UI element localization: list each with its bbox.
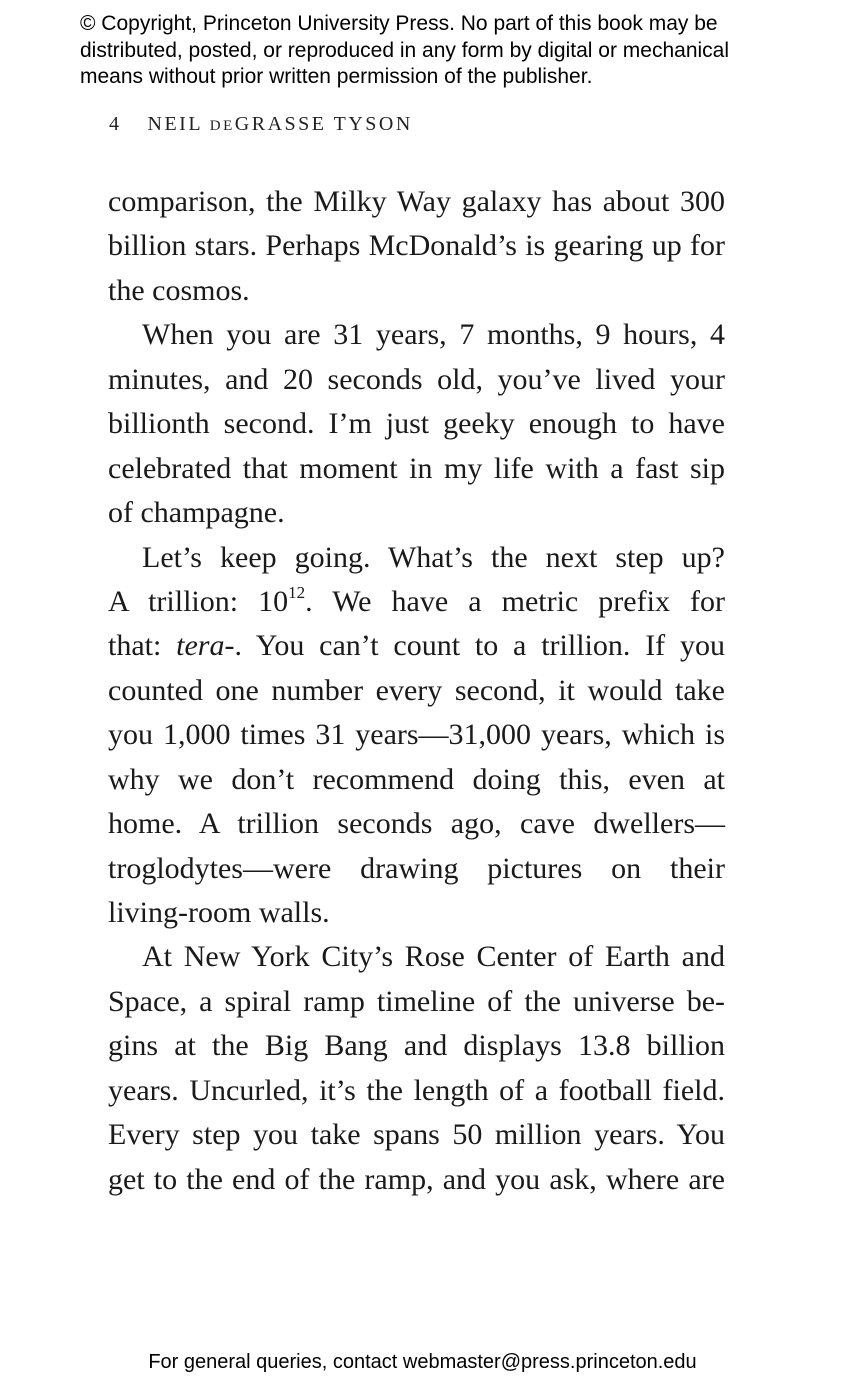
- text-line: [108, 536, 725, 580]
- text-segment: living-room walls.: [108, 896, 330, 929]
- text-segment: years. Uncurled, it’s the length of a football field.: [108, 1073, 725, 1107]
- text-segment: the cosmos.: [108, 273, 250, 307]
- copyright-line: means without prior written permission of the publisher.: [80, 65, 593, 88]
- text-line: [108, 1069, 725, 1113]
- text-segment: counted one number every second, it would take: [108, 673, 725, 707]
- copyright-line: distributed, posted, or reproduced in any form by digital or mechanical: [80, 38, 730, 62]
- text-segment: Space, a spiral ramp timeline of the universe be-: [108, 984, 725, 1018]
- text-segment: you 1,000 times 31 years—31,000 years, which is: [108, 718, 725, 752]
- text-segment: that:: [108, 629, 177, 663]
- text-segment: get to the end of the ramp, and you ask, where are: [108, 1162, 725, 1196]
- text-segment: . We have a metric prefix for: [305, 584, 725, 618]
- text-segment: troglodytes—were drawing pictures on their: [108, 851, 725, 885]
- text-line: [108, 313, 725, 357]
- author-name-part: NEIL: [147, 113, 210, 135]
- superscript: 12: [288, 582, 306, 602]
- text-line: [108, 847, 725, 891]
- text-line: [108, 491, 725, 535]
- text-line: [108, 891, 725, 935]
- author-name: [148, 113, 413, 135]
- author-name-part: GRASSE TYSON: [234, 113, 413, 135]
- text-line: [108, 802, 725, 846]
- text-segment: why we don’t recommend doing this, even at: [108, 762, 725, 796]
- text-line: [108, 669, 725, 713]
- text-line: [108, 1024, 725, 1068]
- text-segment: A trillion: 10: [108, 584, 289, 618]
- text-line: [108, 447, 725, 491]
- text-segment: When you are 31 years, 7 months, 9 hours, 4: [142, 318, 725, 352]
- copyright-notice: [80, 11, 729, 91]
- text-line: [108, 935, 725, 979]
- text-line: [108, 758, 725, 802]
- text-segment: -. You can’t count to a trillion. If you: [224, 629, 725, 663]
- italic-text: tera: [176, 629, 225, 663]
- text-line: [108, 180, 725, 224]
- text-segment: gins at the Big Bang and displays 13.8 billion: [108, 1029, 725, 1063]
- text-line: [108, 224, 725, 268]
- text-segment: Every step you take spans 50 million years. You: [108, 1118, 725, 1152]
- text-segment: Let’s keep going. What’s the next step up?: [142, 540, 725, 574]
- text-segment: comparison, the Milky Way galaxy has about 300: [108, 185, 725, 218]
- text-segment: home. A trillion seconds ago, cave dwellers—: [108, 807, 725, 841]
- text-line: [108, 713, 725, 757]
- text-line: [108, 358, 725, 402]
- text-line: [108, 1113, 725, 1157]
- text-segment: billion stars. Perhaps McDonald’s is gearing up for: [108, 229, 725, 263]
- author-name-smallcaps: DE: [209, 118, 235, 134]
- text-segment: celebrated that moment in my life with a fast sip: [108, 451, 725, 485]
- text-line: [108, 580, 725, 624]
- text-line: [108, 980, 725, 1024]
- text-line: [108, 402, 725, 446]
- body-text: [108, 180, 725, 1202]
- footer-contact: For general queries, contact webmaster@press.princeton.edu: [148, 1351, 697, 1373]
- text-line: [108, 624, 725, 668]
- text-line: [108, 269, 725, 313]
- text-segment: At New York City’s Rose Center of Earth and: [142, 940, 725, 974]
- text-segment: minutes, and 20 seconds old, you’ve lived your: [108, 362, 725, 396]
- text-segment: billionth second. I’m just geeky enough to have: [108, 407, 725, 441]
- page-number: 4: [109, 113, 122, 135]
- running-head: [109, 113, 413, 136]
- copyright-line: © Copyright, Princeton University Press. No part of this book may be: [80, 12, 718, 35]
- text-line: [108, 1158, 725, 1202]
- text-segment: of champagne.: [108, 496, 285, 530]
